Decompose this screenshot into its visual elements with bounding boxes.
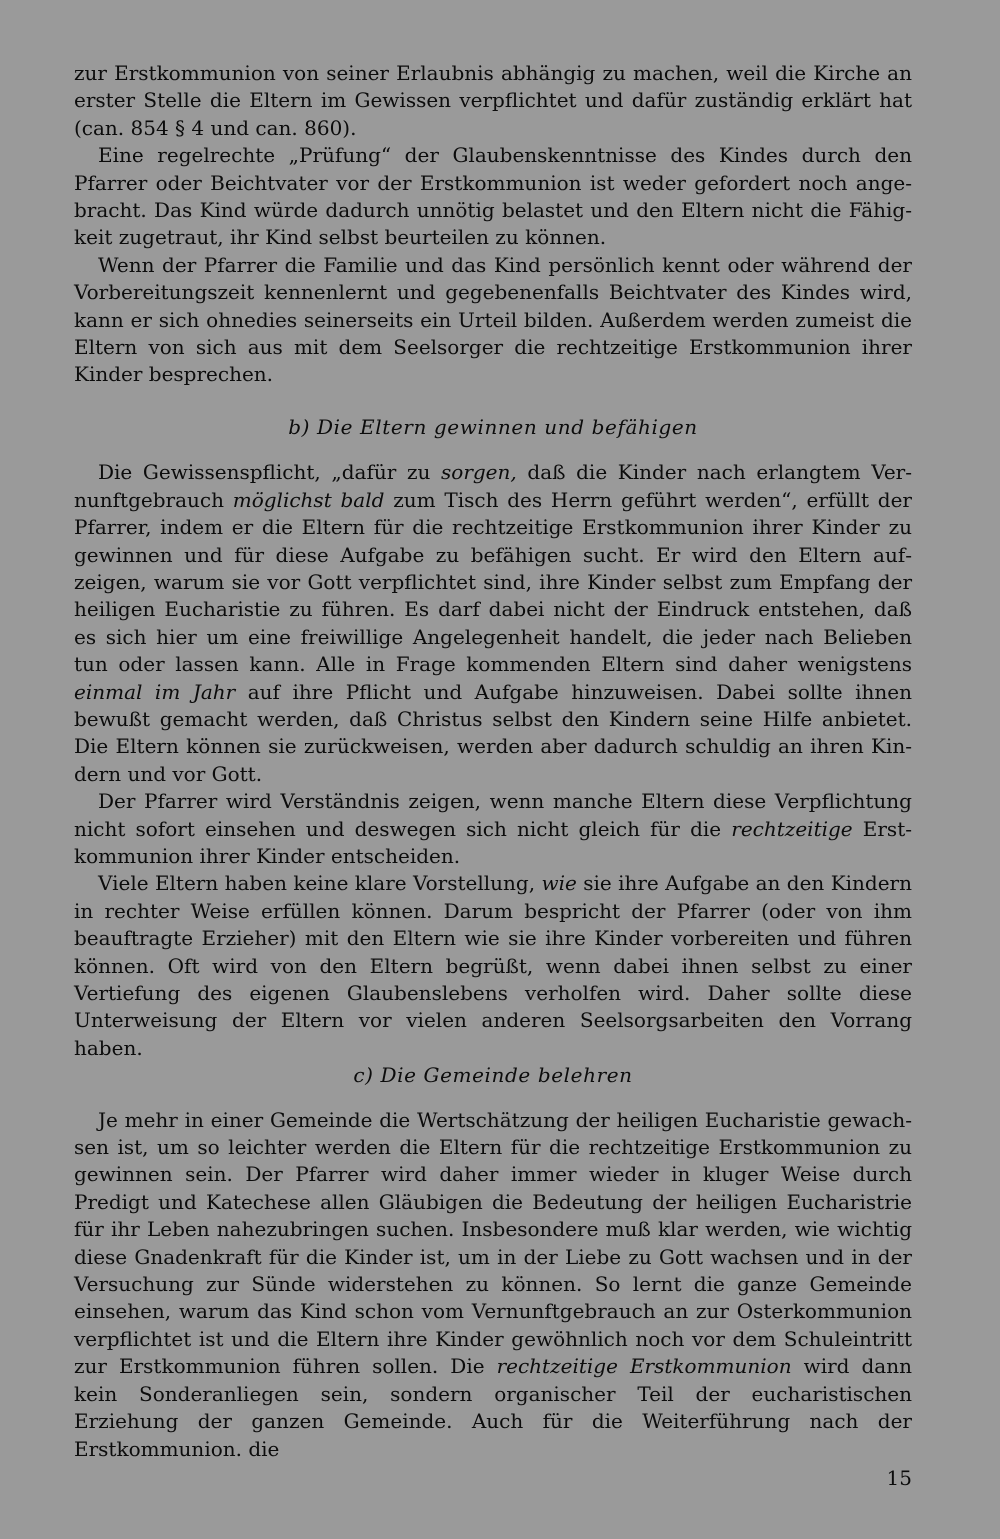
book-page (74, 60, 912, 1463)
paragraph: Je mehr in einer Gemeinde die Wertschätzung der heiligen Eucharistie gewachsen ist, um so leichter werden die Eltern für die rechtzeitige Erstkommunion zu gewinnen sein. Der Pfarrer wird daher immer wieder in kluger Weise durch Predigt und Katechese allen Gläubigen die Bedeutung der heiligen Eucharistrie für ihr Leben nahezubringen suchen. Insbesondere muß klar werden, wie wichtig diese Gnadenkraft für die Kinder ist, um in der Liebe zu Gott wachsen und in der Versuchung zur Sünde widerstehen zu können. So lernt die ganze Gemeinde einsehen, warum das Kind schon vom Vernunftgebrauch an zur Osterkommunion verpflichtet ist und die Eltern ihre Kinder gewöhnlich noch vor dem Schuleintritt zur Erstkommunion führen sollen. Die rechtzeitige Erstkommunion wird dann kein Sonderanliegen sein, sondern organischer Teil der eucharistischen Erziehung der ganzen Gemeinde. Auch für die Weiterführung nach der Erstkommunion. die (74, 1107, 912, 1461)
paragraph: Die Gewissenspflicht, „dafür zu sorgen, daß die Kinder nach erlangtem Vernunftgebrauch möglichst bald zum Tisch des Herrn geführt werden“, erfüllt der Pfarrer, indem er die Eltern für die rechtzeitige Erstkommunion ihrer Kinder zu gewinnen und für diese Aufgabe zu befähigen sucht. Er wird den Eltern aufzeigen, warum sie vor Gott verpflichtet sind, ihre Kinder selbst zum Empfang der heiligen Eucharistie zu führen. Es darf dabei nicht der Eindruck entstehen, daß es sich hier um eine freiwillige Angelegenheit handelt, die jeder nach Belieben tun oder lassen kann. Alle in Frage kommenden Eltern sind daher wenigstens einmal im Jahr auf ihre Pflicht und Aufgabe hinzuweisen. Dabei sollte ihnen bewußt gemacht werden, daß Christus selbst den Kindern seine Hilfe anbietet. Die Eltern können sie zurückweisen, werden aber dadurch schuldig an ihren Kindern und vor Gott. (74, 460, 913, 786)
paragraph: Wenn der Pfarrer die Familie und das Kind persönlich kennt oder während der Vorbereitungszeit kennenlernt und gegebenenfalls Beichtvater des Kindes wird, kann er sich ohnedies seinerseits ein Urteil bilden. Außerdem werden zumeist die Eltern von sich aus mit dem Seelsorger die rechtzeitige Erstkommunion ihrer Kinder besprechen. (74, 252, 912, 387)
section-heading-b: b) Die Eltern gewinnen und befähigen (288, 414, 698, 439)
paragraph: Viele Eltern haben keine klare Vorstellung, wie sie ihre Aufgabe an den Kindern in rechter Weise erfüllen können. Darum bespricht der Pfarrer (oder von ihm beauftragte Erzieher) mit den Eltern wie sie ihre Kinder vorbereiten und führen können. Oft wird von den Eltern begrüßt, wenn dabei ihnen selbst zu einer Vertiefung des eigenen Glaubenslebens verholfen wird. Daher sollte diese Unterweisung der Eltern vor vielen anderen Seelsorgsarbeiten den Vorrang haben. (74, 871, 912, 1060)
section-heading-c: c) Die Gemeinde belehren (353, 1063, 633, 1088)
paragraph: Eine regelrechte „Prüfung“ der Glaubenskenntnisse des Kindes durch den Pfarrer oder Beichtvater vor der Erstkommunion ist weder gefordert noch angebracht. Das Kind würde dadurch unnötig belastet und den Eltern nicht die Fähigkeit zugetraut, ihr Kind selbst beurteilen zu können. (74, 143, 912, 250)
paragraph: Der Pfarrer wird Verständnis zeigen, wenn manche Eltern diese Verpflichtung nicht sofort einsehen und deswegen sich nicht gleich für die rechtzeitige Erstkommunion ihrer Kinder entscheiden. (74, 789, 912, 868)
page-number: 15 (886, 1466, 912, 1490)
paragraph: zur Erstkommunion von seiner Erlaubnis abhängig zu machen, weil die Kirche an erster Stelle die Eltern im Gewissen verpflichtet und dafür zuständig erklärt hat (can. 854 § 4 und can. 860). (74, 61, 912, 140)
